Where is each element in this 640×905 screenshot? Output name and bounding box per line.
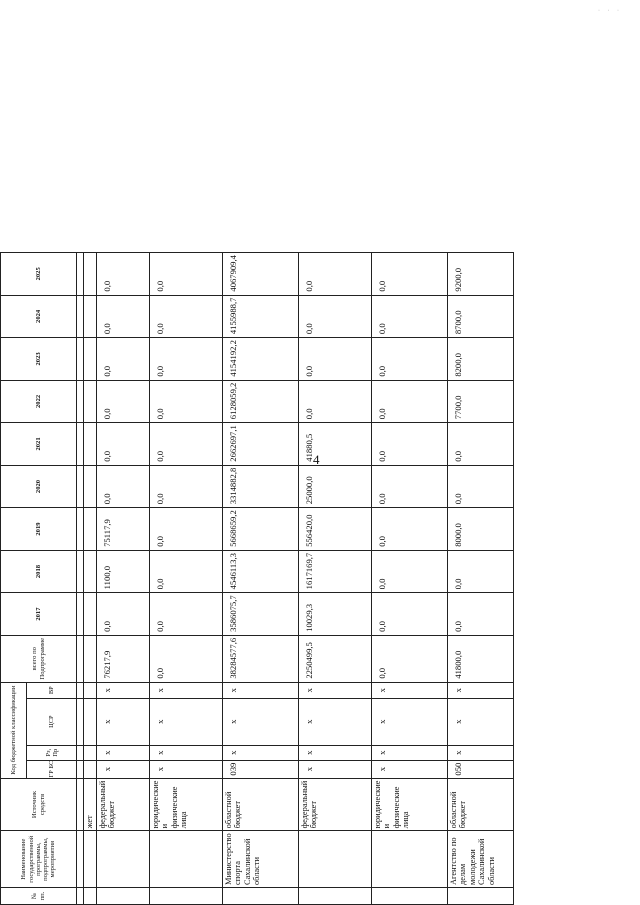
cell-value: 1100,0 (96, 550, 149, 593)
header-grbs: ГР БС (27, 760, 77, 778)
cell-value: 0,0 (96, 253, 149, 296)
cell-value: 0,0 (96, 380, 149, 423)
cell-name (96, 831, 149, 888)
cell-value: 1617169,7 (298, 550, 371, 593)
cell-value: 0,0 (371, 253, 447, 296)
cell-value: 0,0 (298, 253, 371, 296)
cell-value: 0,0 (149, 465, 222, 508)
cell-source: федеральный бюджет (298, 778, 371, 831)
header-year: 2020 (1, 465, 77, 508)
cell-value: 4067909,4 (222, 253, 298, 296)
cell-value: 0,0 (149, 550, 222, 593)
cell-value: 0,0 (96, 338, 149, 381)
spacer-row (77, 253, 84, 905)
scan-specks: · · · (598, 8, 622, 14)
table-row (149, 253, 222, 905)
header-year: 2017 (1, 593, 77, 636)
cell-num (149, 888, 222, 905)
header-name: Наименование государственной программы, подпрограммы, мероприятия (1, 831, 77, 888)
cell-value (84, 253, 97, 296)
cell-source: областной бюджет (222, 778, 298, 831)
cell-value: 0,0 (371, 295, 447, 338)
cell-value: 4546113,3 (222, 550, 298, 593)
table-row (222, 253, 298, 905)
cell-grbs: х (96, 760, 149, 778)
header-year: 2025 (1, 253, 77, 296)
cell-value: 3586075,7 (222, 593, 298, 636)
cell-grbs: х (371, 760, 447, 778)
header-year: 2023 (1, 338, 77, 381)
cell-value (84, 550, 97, 593)
cell-value: 0,0 (96, 423, 149, 466)
cell-grbs: 039 (222, 760, 298, 778)
cell-num (222, 888, 298, 905)
cell-csr (84, 698, 97, 745)
cell-value: 0,0 (371, 465, 447, 508)
header-year: 2024 (1, 295, 77, 338)
header-year: 2021 (1, 423, 77, 466)
cell-value: 4154192,2 (222, 338, 298, 381)
cell-grbs: 050 (447, 760, 513, 778)
table-row (371, 253, 447, 905)
cell-value: 0,0 (96, 295, 149, 338)
cell-csr: х (149, 698, 222, 745)
cell-csr: х (222, 698, 298, 745)
cell-value: 0,0 (371, 380, 447, 423)
cell-value: 0,0 (149, 380, 222, 423)
header-total: всего по Подпрограмме (1, 635, 77, 682)
cell-value: 0,0 (298, 295, 371, 338)
cell-value: 0,0 (96, 593, 149, 636)
cell-total: 41800,0 (447, 635, 513, 682)
cell-vr: х (222, 682, 298, 698)
cell-vr: х (447, 682, 513, 698)
cell-value: 0,0 (371, 508, 447, 551)
cell-value: 9200,0 (447, 253, 513, 296)
cell-value: 0,0 (96, 465, 149, 508)
cell-value: 0,0 (149, 295, 222, 338)
cell-value: 0,0 (298, 380, 371, 423)
cell-value: 8700,0 (447, 295, 513, 338)
cell-name (371, 831, 447, 888)
cell-value: 0,0 (447, 423, 513, 466)
cell-value: 0,0 (371, 338, 447, 381)
header-num: № пп. (1, 888, 77, 905)
cell-vr (84, 682, 97, 698)
cell-rzpr: х (371, 745, 447, 760)
cell-vr: х (371, 682, 447, 698)
cell-grbs (84, 760, 97, 778)
cell-value (84, 380, 97, 423)
cell-value: 0,0 (371, 423, 447, 466)
cell-vr: х (149, 682, 222, 698)
cell-total: 38284577,6 (222, 635, 298, 682)
cell-vr: х (96, 682, 149, 698)
cell-value (84, 593, 97, 636)
cell-value: 3314882,8 (222, 465, 298, 508)
cell-value: 0,0 (447, 550, 513, 593)
header-year: 2022 (1, 380, 77, 423)
cell-value: 0,0 (298, 338, 371, 381)
cell-total: 2250499,5 (298, 635, 371, 682)
header-source: Источник средств (1, 778, 77, 831)
cell-value: 0,0 (149, 423, 222, 466)
cell-value: 0,0 (447, 593, 513, 636)
table-row (447, 253, 513, 905)
cell-total: 0,0 (371, 635, 447, 682)
cell-value: 0,0 (149, 253, 222, 296)
cell-name (149, 831, 222, 888)
cell-source: областной бюджет (447, 778, 513, 831)
cell-value: 6128059,2 (222, 380, 298, 423)
cell-value (84, 465, 97, 508)
cell-value: 8200,0 (447, 338, 513, 381)
cell-source: юридические и физические лица (371, 778, 447, 831)
header-year: 2018 (1, 550, 77, 593)
cell-num (371, 888, 447, 905)
cell-value (84, 338, 97, 381)
cell-total: 0,0 (149, 635, 222, 682)
cell-num (84, 888, 97, 905)
cell-value (84, 423, 97, 466)
cell-name: Министерство спорта Сахалинской области (222, 831, 298, 888)
cell-value (84, 295, 97, 338)
cell-value: 2662697,1 (222, 423, 298, 466)
cell-value: 5668659,2 (222, 508, 298, 551)
cell-source: федеральный бюджет (96, 778, 149, 831)
cell-grbs: х (298, 760, 371, 778)
budget-table (0, 252, 514, 905)
cell-value (84, 508, 97, 551)
cell-value: 0,0 (149, 593, 222, 636)
cell-value: 4155988,7 (222, 295, 298, 338)
cell-value: 0,0 (149, 508, 222, 551)
cell-value: 75117,9 (96, 508, 149, 551)
cell-csr: х (447, 698, 513, 745)
cell-value: 8000,0 (447, 508, 513, 551)
cell-rzpr: х (298, 745, 371, 760)
cell-csr: х (298, 698, 371, 745)
cell-value: 0,0 (371, 593, 447, 636)
cell-name (298, 831, 371, 888)
cell-num (447, 888, 513, 905)
cell-rzpr (84, 745, 97, 760)
cell-grbs: х (149, 760, 222, 778)
cell-rzpr: х (149, 745, 222, 760)
cell-value: 0,0 (447, 465, 513, 508)
header-vr: ВР (27, 682, 77, 698)
header-csr: ЦСР (27, 698, 77, 745)
cell-csr: х (371, 698, 447, 745)
cell-value: 556420,0 (298, 508, 371, 551)
cell-value: 25000,0 (298, 465, 371, 508)
table-row (298, 253, 371, 905)
cell-rzpr: х (447, 745, 513, 760)
cell-rzpr: х (96, 745, 149, 760)
table-row (96, 253, 149, 905)
header-rzpr: Рз, Пр (27, 745, 77, 760)
cell-num (298, 888, 371, 905)
header-year: 2019 (1, 508, 77, 551)
page-number: 4 (313, 452, 320, 467)
cell-total (84, 635, 97, 682)
cell-value: 41880,5 (298, 423, 371, 466)
cell-value: 7700,0 (447, 380, 513, 423)
table-row (84, 253, 97, 905)
cell-name: Агентство по делам молодежи Сахалинской области (447, 831, 513, 888)
cell-value: 0,0 (149, 338, 222, 381)
header-budget-code: Код бюджетной классификации (1, 682, 27, 778)
cell-rzpr: х (222, 745, 298, 760)
cell-csr: х (96, 698, 149, 745)
cell-value: 10029,3 (298, 593, 371, 636)
cell-value: 0,0 (371, 550, 447, 593)
cell-source: юридические и физические лица (149, 778, 222, 831)
cell-name (84, 831, 97, 888)
cell-vr: х (298, 682, 371, 698)
cell-source: жет (84, 778, 97, 831)
cell-total: 76217,9 (96, 635, 149, 682)
cell-num (96, 888, 149, 905)
